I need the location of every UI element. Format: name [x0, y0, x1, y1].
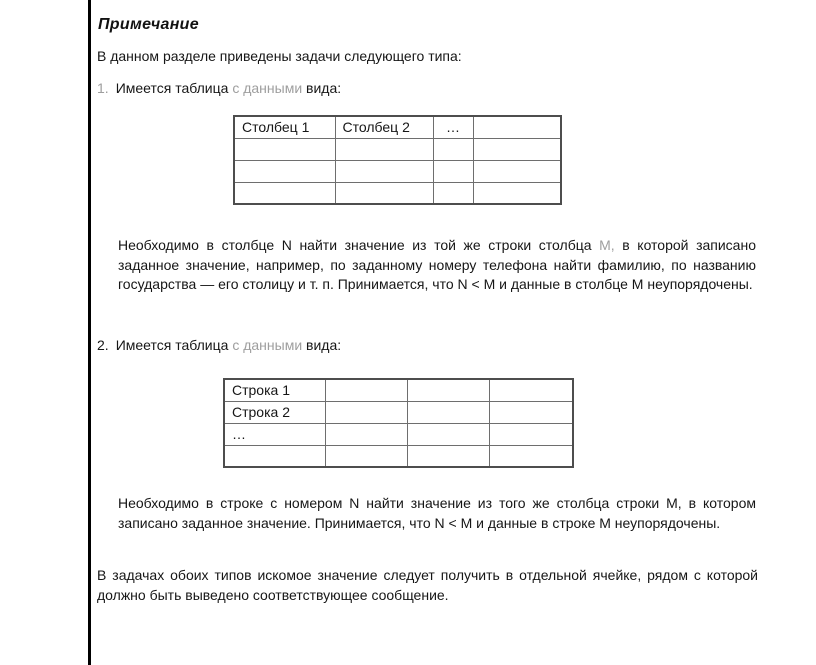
para1-part1: Необходимо в столбце N найти значение из той же строки столбца — [118, 237, 600, 253]
empty-cell — [407, 423, 489, 445]
para1-gray-m: М, — [599, 237, 615, 253]
table1-header-ellipsis: … — [433, 116, 473, 138]
empty-cell — [325, 445, 407, 467]
table1-header-col2: Столбец 2 — [335, 116, 433, 138]
empty-cell — [407, 445, 489, 467]
item-2-number: 2. — [97, 337, 109, 353]
empty-cell — [433, 182, 473, 204]
table2-row4-label — [224, 445, 325, 467]
empty-cell — [234, 160, 335, 182]
item-2-text — [116, 337, 341, 353]
list-item-2 — [97, 337, 341, 353]
table-row — [224, 379, 573, 401]
empty-cell — [489, 445, 573, 467]
rows-example-table — [223, 378, 574, 468]
table1-header-col4 — [473, 116, 561, 138]
para1-part2: в которой записано заданное значение, например, по заданному номеру телефона найти фамилию, по названию государства — его столицу и т. п. Принимается, что N < M и данные в столбце М неупорядочены. — [118, 237, 756, 292]
empty-cell — [335, 138, 433, 160]
empty-cell — [473, 138, 561, 160]
columns-example-table — [233, 115, 562, 205]
intro-paragraph: В данном разделе приведены задачи следующего типа: — [97, 48, 462, 64]
item-1-text-after: вида: — [302, 80, 342, 96]
table2-row3-ellipsis: … — [224, 423, 325, 445]
item-1-text-gray: с данными — [232, 80, 303, 96]
empty-cell — [433, 160, 473, 182]
empty-cell — [325, 423, 407, 445]
item-2-text-before: Имеется таблица — [115, 337, 233, 353]
table-row — [234, 182, 561, 204]
table-row — [224, 401, 573, 423]
empty-cell — [234, 138, 335, 160]
table-row — [234, 138, 561, 160]
empty-cell — [325, 401, 407, 423]
empty-cell — [335, 182, 433, 204]
table-row — [234, 116, 561, 138]
empty-cell — [489, 401, 573, 423]
table-row — [234, 160, 561, 182]
page-title: Примечание — [98, 16, 199, 33]
paragraph-after-table1 — [118, 236, 756, 295]
empty-cell — [433, 138, 473, 160]
empty-cell — [407, 379, 489, 401]
empty-cell — [473, 160, 561, 182]
table-row — [224, 423, 573, 445]
empty-cell — [473, 182, 561, 204]
item-2-text-gray: с данными — [232, 337, 303, 353]
list-item-1 — [97, 80, 341, 96]
empty-cell — [325, 379, 407, 401]
paragraph-after-table2: Необходимо в строке с номером N найти значение из того же столбца строки М, в котором записано заданное значение. Принимается, что N < M и данные в строке М неупорядочены. — [118, 495, 756, 531]
table1-header-col1: Столбец 1 — [234, 116, 335, 138]
item-2-text-after: вида: — [302, 337, 342, 353]
table2-row2-label: Строка 2 — [224, 401, 325, 423]
empty-cell — [489, 379, 573, 401]
empty-cell — [489, 423, 573, 445]
table-row — [224, 445, 573, 467]
item-1-text — [116, 80, 341, 96]
page-edge-line — [88, 0, 91, 665]
item-1-text-before: Имеется таблица — [115, 80, 233, 96]
table2-row1-label: Строка 1 — [224, 379, 325, 401]
empty-cell — [335, 160, 433, 182]
item-1-number: 1. — [97, 80, 109, 96]
empty-cell — [234, 182, 335, 204]
closing-paragraph: В задачах обоих типов искомое значение следует получить в отдельной ячейке, рядом с которой должно быть выведено соответствующее сообщение. — [97, 567, 758, 603]
empty-cell — [407, 401, 489, 423]
